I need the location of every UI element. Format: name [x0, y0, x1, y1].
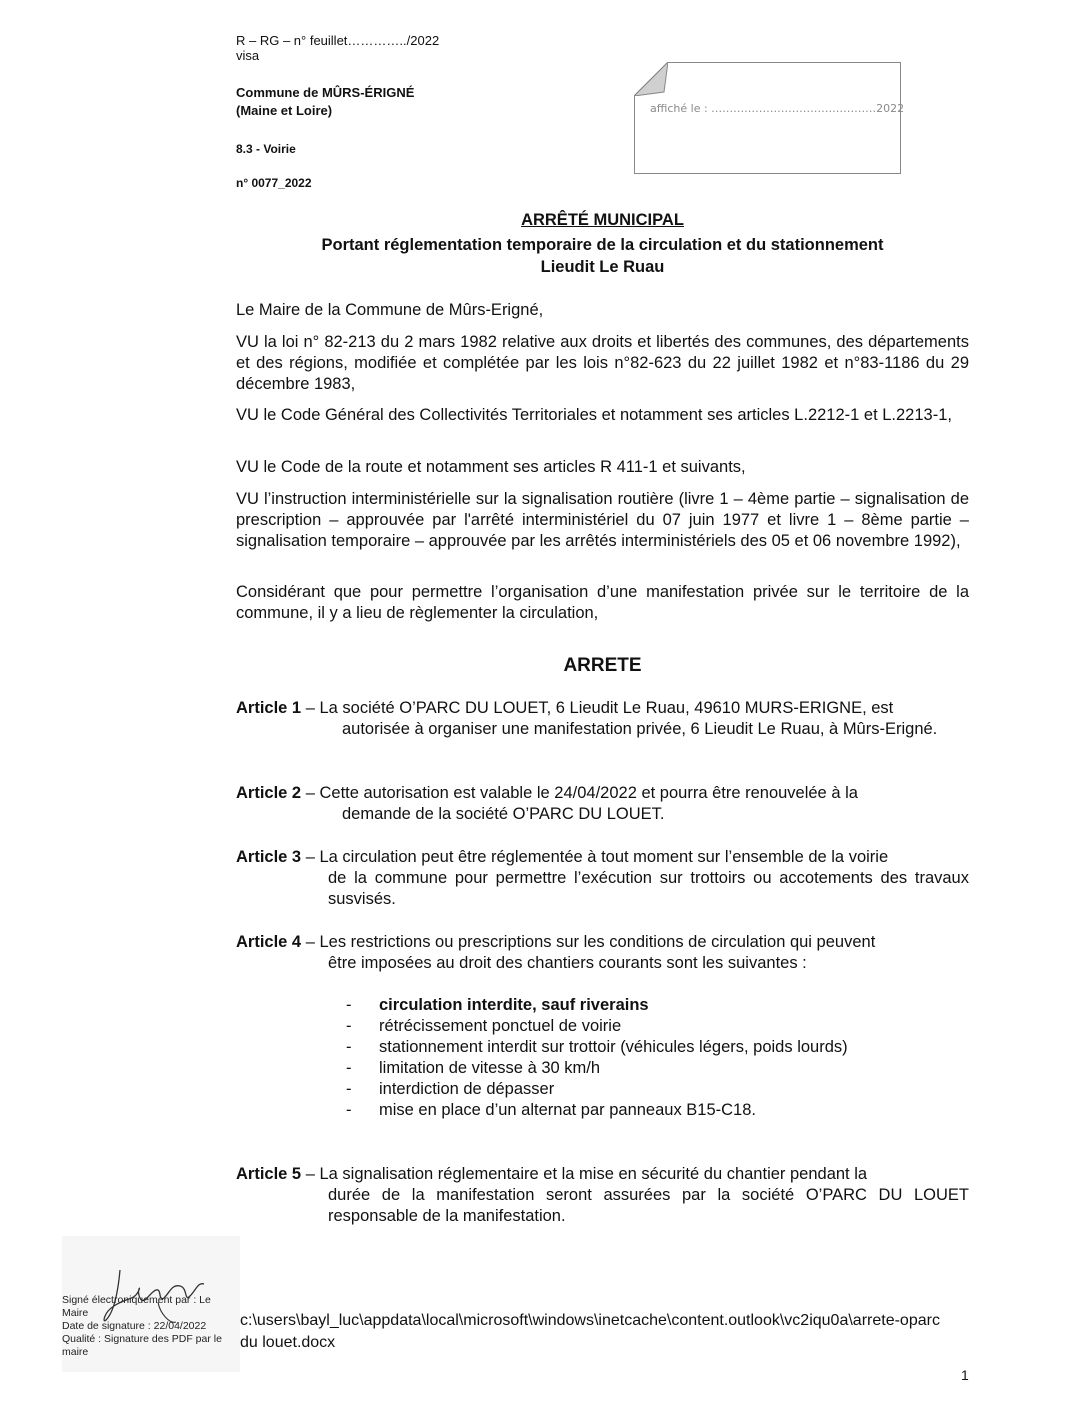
arrete-heading: ARRETE	[563, 655, 642, 676]
list-item: - mise en place d’un alternat par panneaux B15-C18.	[346, 1101, 756, 1119]
article-label: Article 2	[236, 784, 302, 802]
file-path: c:\users\bayl_luc\appdata\local\microsoft\windows\inetcache\content.outlook\vc2iqu0a\arrete-oparc du louet.docx	[240, 1312, 940, 1351]
signature-text: Signé électroniquement par : Le Maire Date de signature : 22/04/2022 Qualité : Signature des PDF par le maire	[62, 1294, 222, 1358]
list-item: - interdiction de dépasser	[346, 1080, 555, 1098]
article-label: Article 4	[236, 933, 302, 951]
restrictions-list	[346, 995, 848, 1121]
article-3: Article 3 – La circulation peut être réglementée à tout moment sur l’ensemble de la voirie de la commune pour permettre l’exécution sur trottoirs ou accotements des travaux susvisés.	[236, 848, 969, 908]
posting-stamp-box	[634, 62, 901, 174]
article-label: Article 3	[236, 848, 302, 866]
commune-name: Commune de MÛRS-ÉRIGNÉ	[236, 85, 415, 100]
article-text: Cette autorisation est valable le 24/04/2022 et pourra être renouvelée à la	[319, 784, 858, 802]
article-text: La signalisation réglementaire et la mise en sécurité du chantier pendant la	[319, 1165, 868, 1183]
article-4: Article 4 – Les restrictions ou prescriptions sur les conditions de circulation qui peuvent être imposées au droit des chantiers courants sont les suivantes :	[236, 932, 969, 974]
preamble-considering: Considérant que pour permettre l’organisation d’une manifestation privée sur le territoire de la commune, il y a lieu de règlementer la circulation,	[236, 583, 969, 622]
article-1: Article 1 – La société O’PARC DU LOUET, 6 Lieudit Le Ruau, 49610 MURS-ERIGNE, est autorisée à organiser une manifestation privée, 6 Lieudit Le Ruau, à Mûrs-Erigné.	[236, 698, 969, 740]
list-item: - circulation interdite, sauf riverains	[346, 996, 649, 1014]
visa-label: visa	[236, 48, 260, 63]
article-text-cont: autorisée à organiser une manifestation privée, 6 Lieudit Le Ruau, à Mûrs-Erigné.	[342, 720, 938, 738]
preamble-instruction: VU l’instruction interministérielle sur la signalisation routière (livre 1 – 4ème partie – signalisation de prescription – approuvée par l'arrêté interministériel du 07 juin 1977 et livre 1 – 8ème partie – signalisation temporaire – approuvée par les arrêtés interministériels des 05 et 06 novembre 1992),	[236, 490, 969, 550]
preamble-mayor: Le Maire de la Commune de Mûrs-Erigné,	[236, 301, 544, 319]
list-item: - stationnement interdit sur trottoir (véhicules légers, poids lourds)	[346, 1038, 848, 1056]
article-text-cont: durée de la manifestation seront assurées par la société O’PARC DU LOUET responsable de la manifestation.	[328, 1186, 969, 1225]
article-text: La circulation peut être réglementée à tout moment sur l’ensemble de la voirie	[319, 848, 889, 866]
article-2: Article 2 – Cette autorisation est valable le 24/04/2022 et pourra être renouvelée à la demande de la société O’PARC DU LOUET.	[236, 783, 969, 825]
page-number: 1	[961, 1367, 969, 1383]
list-item: - rétrécissement ponctuel de voirie	[346, 1017, 622, 1035]
commune-region: (Maine et Loire)	[236, 103, 333, 118]
decree-subtitle: Portant réglementation temporaire de la circulation et du stationnement	[321, 236, 884, 254]
article-text-cont: de la commune pour permettre l’exécution sur trottoirs ou accotements des travaux susvisés.	[328, 869, 969, 908]
article-label: Article 5	[236, 1165, 302, 1183]
article-label: Article 1	[236, 699, 302, 717]
category-label: 8.3 - Voirie	[236, 142, 296, 156]
decree-number: n° 0077_2022	[236, 176, 312, 190]
list-item: - limitation de vitesse à 30 km/h	[346, 1059, 601, 1077]
decree-title: ARRÊTÉ MUNICIPAL	[521, 211, 684, 229]
preamble-cgct: VU le Code Général des Collectivités Territoriales et notamment ses articles L.2212-1 et L.2213-1,	[236, 406, 952, 424]
article-text: Les restrictions ou prescriptions sur les conditions de circulation qui peuvent	[319, 933, 876, 951]
reference-line: R – RG – n° feuillet…………../2022	[236, 33, 440, 48]
article-text-cont: être imposées au droit des chantiers courants sont les suivantes :	[328, 954, 807, 972]
article-text: La société O’PARC DU LOUET, 6 Lieudit Le Ruau, 49610 MURS-ERIGNE, est	[319, 699, 894, 717]
decree-place: Lieudit Le Ruau	[540, 258, 665, 276]
preamble-law: VU la loi n° 82-213 du 2 mars 1982 relative aux droits et libertés des communes, des départements et des régions, modifiée et complétée par les lois n°82-623 du 22 juillet 1982 et n°83-1186 du 29 décembre 1983,	[236, 333, 969, 393]
folded-corner-icon	[634, 62, 668, 96]
preamble-code-route: VU le Code de la route et notamment ses articles R 411-1 et suivants,	[236, 458, 746, 476]
article-5: Article 5 – La signalisation réglementaire et la mise en sécurité du chantier pendant la durée de la manifestation seront assurées par la société O’PARC DU LOUET responsable de la manifestation.	[236, 1165, 969, 1225]
article-text-cont: demande de la société O’PARC DU LOUET.	[342, 805, 665, 823]
posting-date-field: affiché le : ………………………………………2022	[650, 102, 905, 115]
